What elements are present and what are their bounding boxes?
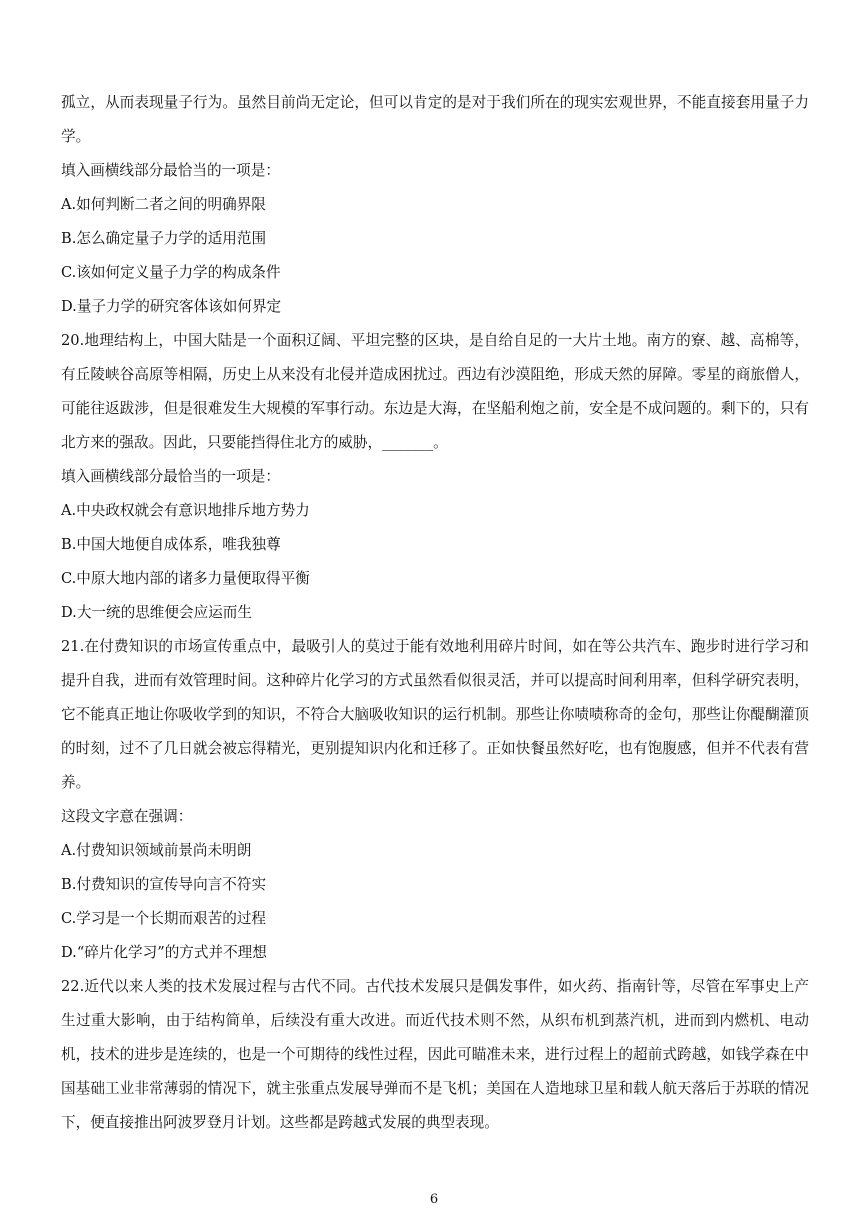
page-content	[61, 86, 809, 1140]
q20-text: 20.地理结构上，中国大陆是一个面积辽阔、平坦完整的区块，是自给自足的一大片土地。南方的寮、越、高棉等，有丘陵峡谷高原等相隔，历史上从来没有北侵并造成困扰过。西边有沙漠阻绝，形成天然的屏障。零星的商旅僧人，可能往返跋涉，但是很难发生大规模的军事行动。东边是大海，在坚船利炮之前，安全是不成问题的。剩下的，只有北方来的强敌。因此，只要能挡得住北方的威胁，_______。	[61, 332, 809, 451]
q21-option-d: D.“碎片化学习”的方式并不理想	[61, 944, 267, 961]
q20-option-b: B.中国大地便自成体系，唯我独尊	[61, 536, 281, 553]
q20-option-d: D.大一统的思维便会应运而生	[61, 604, 252, 621]
page-number: 6	[429, 1192, 439, 1207]
q21-option-c: C.学习是一个长期而艰苦的过程	[61, 910, 267, 927]
q20-option-c: C.中原大地内部的诸多力量便取得平衡	[61, 570, 310, 587]
q19-option-c: C.该如何定义量子力学的构成条件	[61, 264, 281, 281]
q19-option-b: B.怎么确定量子力学的适用范围	[61, 230, 267, 247]
q21-text: 21.在付费知识的市场宣传重点中，最吸引人的莫过于能有效地利用碎片时间，如在等公共汽车、跑步时进行学习和提升自我，进而有效管理时间。这种碎片化学习的方式虽然看似很灵活，并可以提高时间利用率，但科学研究表明，它不能真正地让你吸收学到的知识，不符合大脑吸收知识的运行机制。那些让你啧啧称奇的金句，那些让你醍醐灌顶的时刻，过不了几日就会被忘得精光，更别提知识内化和迁移了。正如快餐虽然好吃，也有饱腹感，但并不代表有营养。	[61, 638, 809, 791]
q21-prompt: 这段文字意在强调：	[61, 808, 193, 825]
q20-prompt: 填入画横线部分最恰当的一项是：	[61, 468, 280, 485]
q21-option-b: B.付费知识的宣传导向言不符实	[61, 876, 267, 893]
q19-prompt: 填入画横线部分最恰当的一项是：	[61, 162, 280, 179]
q19-continuation: 孤立，从而表现量子行为。虽然目前尚无定论，但可以肯定的是对于我们所在的现实宏观世界，不能直接套用量子力学。	[61, 94, 809, 145]
q19-option-a: A.如何判断二者之间的明确界限	[61, 196, 266, 213]
q19-option-d: D.量子力学的研究客体该如何界定	[61, 298, 282, 315]
q21-option-a: A.付费知识领域前景尚未明朗	[61, 842, 252, 859]
q20-option-a: A.中央政权就会有意识地排斥地方势力	[61, 502, 310, 519]
q22-text: 22.近代以来人类的技术发展过程与古代不同。古代技术发展只是偶发事件，如火药、指南针等，尽管在军事史上产生过重大影响，由于结构简单，后续没有重大改进。而近代技术则不然，从织布机到蒸汽机，进而到内燃机、电动机，技术的进步是连续的，也是一个可期待的线性过程，因此可瞄准未来，进行过程上的超前式跨越，如钱学森在中国基础工业非常薄弱的情况下，就主张重点发展导弹而不是飞机；美国在人造地球卫星和载人航天落后于苏联的情况下，便直接推出阿波罗登月计划。这些都是跨越式发展的典型表现。	[61, 978, 809, 1131]
